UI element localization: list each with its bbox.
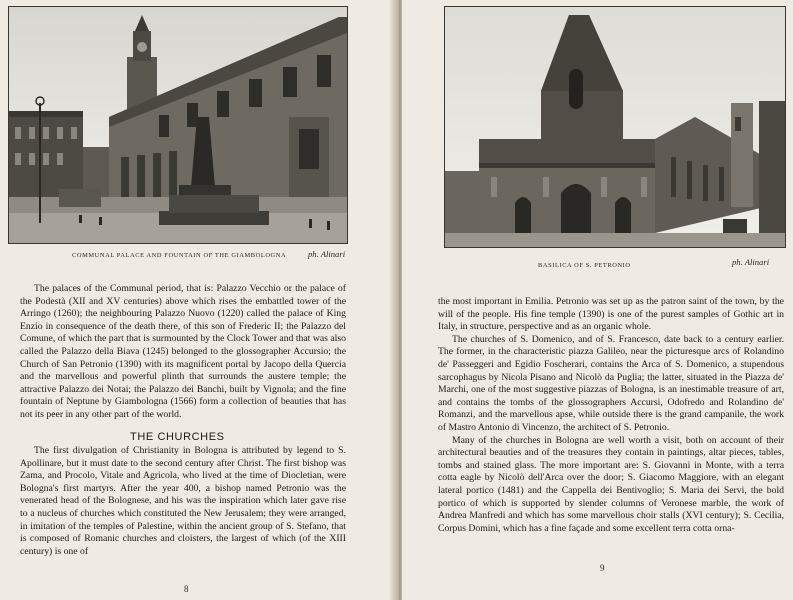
paragraph: Many of the churches in Bologna are well worth a visit, both on account of their architectural beauties and of the treasures they contain in paintings, altar pieces, tables, tombs and stained glass. The more important are: S. Giovanni in Monte, with a terra cotta eagle by Nicolò dell'Arca over the door; S. Giacomo Maggiore, with an elegant lateral portico (1481) and the Cappella dei Bentivoglio; S. Maria dei Servi, the bold portico of which is supported by slender columns of Veronese marble, the work of Andrea Manfredi and which has some marvellous choir stalls (XVI century); S. Cecilia, Corpus Domini, which has a fine façade and some excellent terra cotta orna-	[438, 434, 784, 534]
paragraph: the most important in Emilia. Petronio was set up as the patron saint of the town, by the will of the people. His fine temple (1390) is one of the purest samples of Gothic art in Italy, in structure, perspective and as an organic whole.	[438, 296, 784, 333]
photo-credit-right: ph. Alinari	[732, 257, 770, 267]
communal-palace-photo	[8, 6, 348, 244]
paragraph: The palaces of the Communal period, that is: Palazzo Vecchio or the palace of the Podestà (XII and XV centuries) above which rises the embattled tower of the Arringo (1260); the neighbouring Palazzo Nuovo (1220) called the palace of King Enzio in consequence of the death there, of this son of Frederic II; the Palazzo del Comune, of which the part that is surmounted by the Clock Tower and that was also called the Palazzo della Biava (1245) belonged to the glossographer Accursio; the Church of San Petronio (1390) with its magnificent portal by Jacopo della Quercia and the marvellous and powerful plinth that surrounds the austere temple; the attractive Palazzo dei Notai; the Palazzo dei Banchi, built by Vignola; and the fine fountain of Neptune by Giambologna (1566) form a collection of beauties that has not its peer in any other part of the world.	[20, 283, 346, 420]
paragraph: The churches of S. Domenico, and of S. Francesco, date back to a century earlier. The former, in the characteristic piazza Galileo, near the picturesque arcs of Rolandino de' Passeggeri and Egidio Foscherari, contains the Arca of S. Domenico, a stupendous sarcophagus by Nicola Pisano and Nicolò da Puglia; the latter, situated in the Piazza de' Marchi, one of the most suggestive piazzas of Bologna, is an inestimable treasure of art, and contains the tombs of the glossographers Accursi, Odofredo and Rolandino de' Romanzi, and the marvellous apse, while outside there is the grand campanile, the work of Mastro Antonio di Vincenzo, the architect of S. Petronio.	[438, 333, 784, 433]
san-petronio-photo	[444, 6, 786, 248]
photo-caption-right: BASILICA OF S. PETRONIO	[538, 262, 631, 269]
photo-credit-left: ph. Alinari	[308, 249, 346, 259]
right-page	[402, 0, 793, 600]
paragraph: The first divulgation of Christianity in Bologna is attributed by legend to S. Apollinare, but it must date to the second century after Christ. The first bishop was Zama, and Procolo, Vitale and Agricola, who lived at the time of Diocletian, were Bologna's first martyrs. After the year 400, a bishop named Petronio was the venerated head of the Bolognese, and his was the inspiration which later gave rise to a nucleus of churches which constituted the New Jerusalem; they were arranged, in imitation of the temples of Palestine, within the ancient group of S. Stefano, that is composed of Romanic churches and cloisters, the largest of which (of the XIII century) is one of	[20, 445, 346, 557]
left-text-block-1	[20, 283, 346, 422]
left-text-block-2	[20, 445, 346, 558]
photo-caption-left: COMMUNAL PALACE AND FOUNTAIN OF THE GIAMBOLOGNA	[72, 252, 287, 259]
section-heading-churches: THE CHURCHES	[130, 431, 225, 443]
page-number-left: 8	[184, 584, 189, 594]
right-text-block	[438, 296, 784, 535]
page-number-right: 9	[600, 563, 605, 573]
